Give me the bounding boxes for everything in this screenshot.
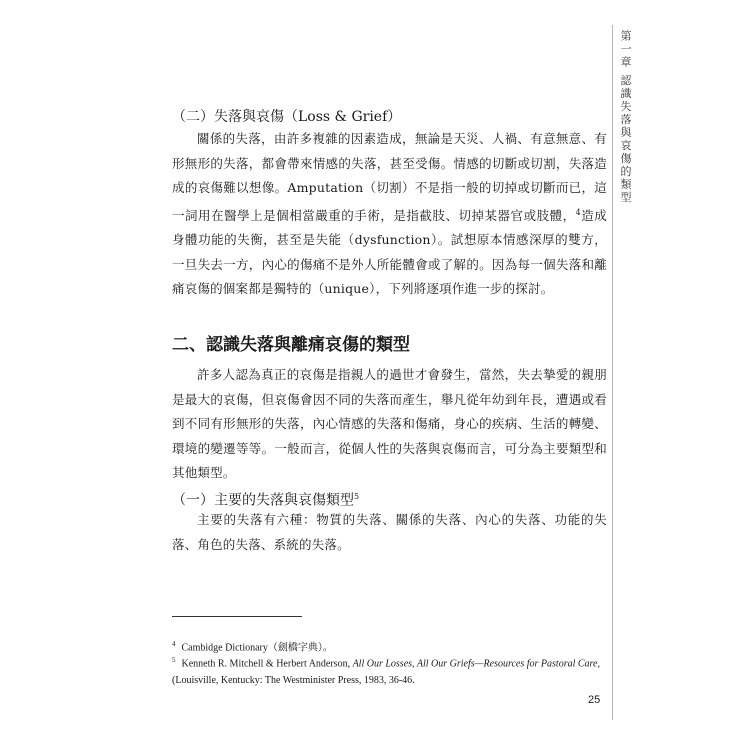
- subsection-heading-loss-grief: （二）失落與哀傷（Loss & Grief）: [172, 109, 402, 125]
- paragraph-types: 許多人認為真正的哀傷是指親人的過世才會發生，當然，失去摯愛的親朋是最大的哀傷，但哀傷會因不同的失落而產生，舉凡從年幼到年長，遭遇或看到不同有形無形的失落，內心情感的失落和傷痛，身心的疾病、生活的轉變、環境的變遷等等。一般而言，從個人性的失落與哀傷而言，可分為主要類型和其他類型。: [172, 367, 607, 480]
- footnote-ref: 4: [575, 207, 581, 217]
- footnote-ref: 5: [354, 492, 360, 501]
- paragraph-loss-grief: [172, 127, 607, 302]
- footnote-number: 4: [172, 640, 176, 648]
- footnote-text: Kenneth R. Mitchell & Herbert Anderson,: [181, 658, 353, 670]
- footnote-text: (Louisville, Kentucky: The Westminister Press, 1983, 36-46.: [172, 675, 415, 687]
- page-edge-line: [612, 25, 613, 720]
- paragraph-text: 造成身體功能的失衡，甚至是失能（dysfunction）。試想原本情感深厚的雙方，一旦失去一方，內心的傷痛不是外人所能體會或了解的。因為每一個失落和離痛哀傷的個案都是獨特的（unique），下列將逐項作進一步的探討。: [172, 207, 607, 297]
- paragraph-text: 關係的失落，由許多複雜的因素造成，無論是天災、人禍、有意無意、有形無形的失落，都會帶來情感的失落，甚至受傷。情感的切斷或切割，失落造成的哀傷難以想像。Amputation（切割）不是指一般的切掉或切斷而已，這一詞用在醫學上是個相當嚴重的手術，是指截肢、切掉某器官或肢體，: [172, 131, 607, 223]
- section-heading-types: 二、認識失落與離痛哀傷的類型: [172, 335, 410, 355]
- subsection-heading-main-types: [172, 488, 359, 510]
- page-number: 25: [588, 694, 601, 706]
- paragraph-main-types: 主要的失落有六種：物質的失落、關係的失落、內心的失落、功能的失落、角色的失落、系統的失落。: [172, 512, 607, 552]
- running-header: 第一章 認識失落與哀傷的類型: [619, 30, 632, 205]
- heading-text: （一）主要的失落與哀傷類型: [172, 492, 354, 509]
- footnote-number: 5: [172, 656, 176, 664]
- footnote-book-title: All Our Losses, All Our Griefs—Resources for Pastoral Care,: [352, 658, 600, 670]
- footnote-text: Cambidge Dictionary（劍橋字典）。: [181, 642, 333, 654]
- footnote-divider: [172, 616, 302, 617]
- footnote-5: [172, 652, 612, 689]
